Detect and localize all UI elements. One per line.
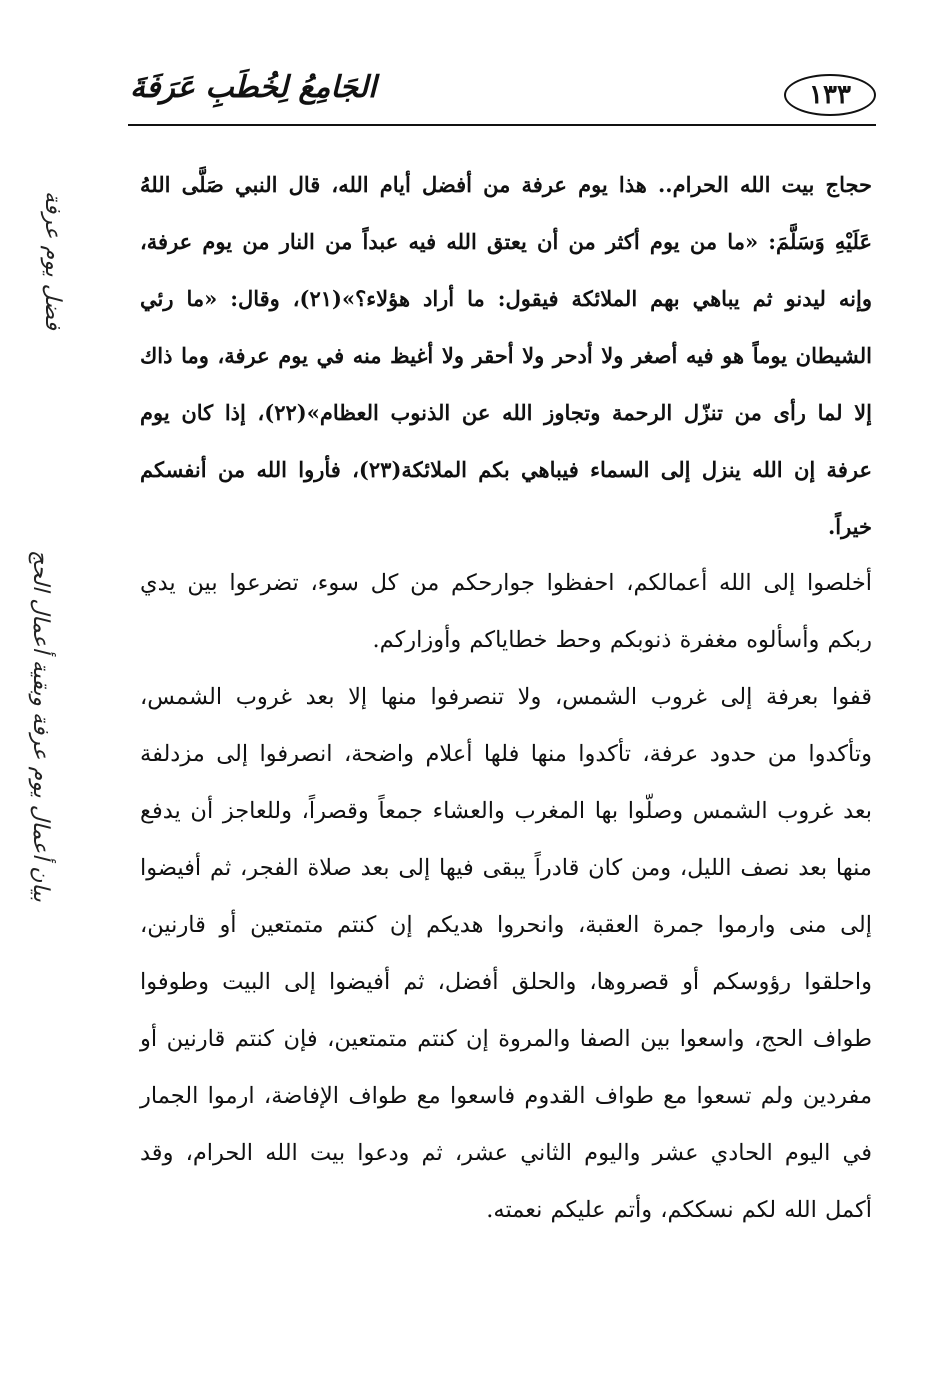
- header-divider: [128, 124, 876, 126]
- body-text: [140, 156, 872, 1239]
- page-header: [128, 64, 876, 124]
- page-number: ١٣٣: [784, 74, 876, 116]
- book-title: الجَامِعُ لِخُطَبِ عَرَفَةَ: [130, 70, 377, 105]
- margin-note-hajj-rites: [28, 549, 53, 902]
- margin-note-line: وبقية أعمال الحج: [28, 549, 53, 707]
- paragraph-virtue: حجاج بيت الله الحرام.. هذا يوم عرفة من أفضل أيام الله، قال النبي صَلَّى اللهُ عَلَيْهِ وَسَلَّمَ: «ما من يوم أكثر من أن يعتق الله فيه عبداً من النار من يوم عرفة، وإنه ليدنو ثم يباهي بهم الملائكة فيقول: ما أراد هؤلاء؟»(٢١)، وقال: «ما رئي الشيطان يوماً هو فيه أصغر ولا أدحر ولا أحقر ولا أغيظ منه في يوم عرفة، وما ذاك إلا لما رأى من تنزّل الرحمة وتجاوز الله عن الذنوب العظام»(٢٢)، إذا كان يوم عرفة إن الله ينزل إلى السماء فيباهي بكم الملائكة(٢٣)، فأروا الله من أنفسكم خيراً.: [140, 172, 872, 539]
- paragraph-sincerity: أخلصوا إلى الله أعمالكم، احفظوا جوارحكم من كل سوء، تضرعوا بين يدي ربكم وأسألوه مغفرة ذنوبكم وحط خطاياكم وأوزاركم.: [140, 570, 872, 653]
- margin-note-virtue-of-arafah: فضل يوم عرفة: [40, 191, 65, 330]
- paragraph-rites: قفوا بعرفة إلى غروب الشمس، ولا تنصرفوا منها إلا بعد غروب الشمس، وتأكدوا من حدود عرفة، تأكدوا منها فلها أعلام واضحة، انصرفوا إلى مزدلفة بعد غروب الشمس وصلّوا بها المغرب والعشاء جمعاً وقصراً، وللعاجز أن يدفع منها بعد نصف الليل، ومن كان قادراً يبقى فيها إلى بعد صلاة الفجر، ثم أفيضوا إلى منى وارموا جمرة العقبة، وانحروا هديكم إن كنتم متمتعين أو قارنين، واحلقوا رؤوسكم أو قصروها، والحلق أفضل، ثم أفيضوا إلى البيت وطوفوا طواف الحج، واسعوا بين الصفا والمروة إن كنتم متمتعين، فإن كنتم قارنين أو مفردين ولم تسعوا مع طواف القدوم فاسعوا مع طواف الإفاضة، ارموا الجمار في اليوم الحادي عشر واليوم الثاني عشر، ثم ودعوا بيت الله الحرام، وقد أكمل الله لكم نسككم، وأتم عليكم نعمته.: [140, 684, 872, 1223]
- margin-note-line: بيان أعمال يوم عرفة: [28, 712, 53, 902]
